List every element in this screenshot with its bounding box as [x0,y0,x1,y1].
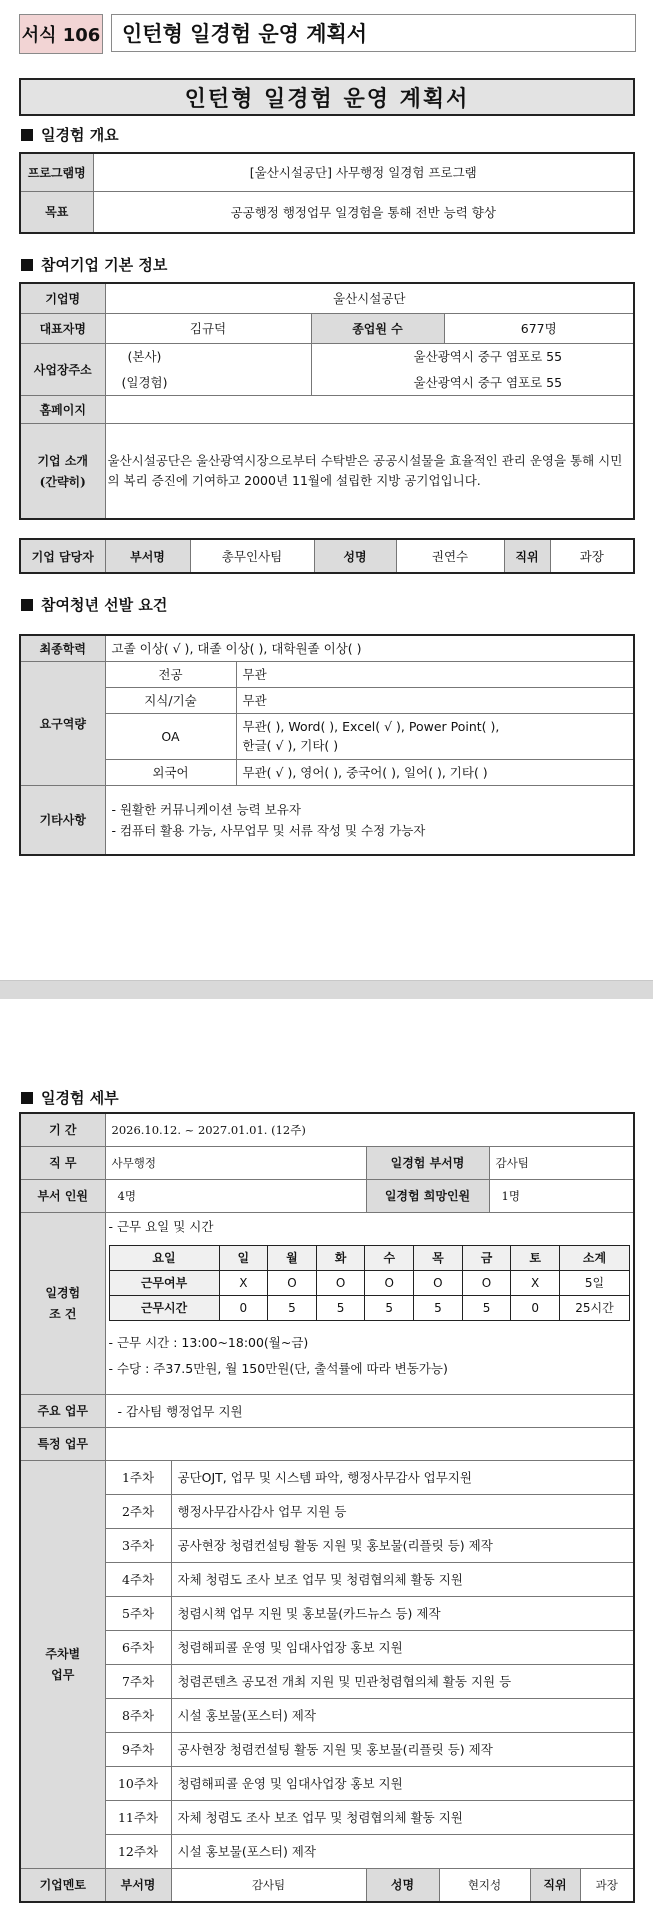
oa-value-line-2: 한글( √ ), 기타( ) [242,738,339,753]
language-label: 외국어 [105,759,236,785]
condition-time: - 근무 시간 : 13:00~18:00(월~금) [108,1334,309,1350]
staff-label: 부서 인원 [20,1179,105,1212]
schedule-header-cell: 월 [268,1245,317,1270]
section-title: 참여청년 선발 요건 [41,596,168,614]
etc-item: - 컴퓨터 활용 가능, 사무업무 및 서류 작성 및 수정 가능자 [111,822,426,838]
intro-label-line-2: (간략히) [39,474,86,489]
contact-position-label: 직위 [504,539,550,573]
week-task: 공사현장 청렴컨설팅 활동 지원 및 홍보물(리플릿 등) 제작 [171,1528,634,1562]
week-row [20,1732,634,1766]
weekly-label-line-1: 주차별 [45,1647,81,1661]
mentor-name-value: 현지성 [439,1868,530,1902]
mentor-label: 기업멘토 [20,1868,105,1902]
schedule-cell: O [414,1270,463,1295]
goal-value: 공공행정 행정업무 일경험을 통해 전반 능력 향상 [93,191,634,233]
mentor-position-value: 과장 [580,1868,634,1902]
schedule-row [109,1295,630,1320]
detail-table [19,1112,635,1903]
selection-table [19,634,635,856]
condition-label-line-1: 일경험 [45,1286,81,1300]
week-number: 6주차 [105,1630,171,1664]
square-bullet-icon [21,129,33,141]
week-number: 12주차 [105,1834,171,1868]
form-title: 인턴형 일경험 운영 계획서 [111,14,636,52]
schedule-cell: 0 [511,1295,560,1320]
address-hq-tag: (본사) [105,343,311,369]
section-heading-company [21,254,167,275]
etc-value [105,785,634,855]
week-task: 청렴시책 업무 지원 및 홍보물(카드뉴스 등) 제작 [171,1596,634,1630]
schedule-cell: O [316,1270,365,1295]
schedule-cell: 5일 [560,1270,630,1295]
week-task: 시설 홍보물(포스터) 제작 [171,1698,634,1732]
dept-label: 일경험 부서명 [366,1146,489,1179]
week-number: 4주차 [105,1562,171,1596]
schedule-cell: O [268,1270,317,1295]
week-task: 시설 홍보물(포스터) 제작 [171,1834,634,1868]
week-task: 청렴해피콜 운영 및 임대사업장 홍보 지원 [171,1766,634,1800]
company-name-label: 기업명 [20,283,105,313]
address-hq-value: 울산광역시 중구 염포로 55 [311,343,634,369]
period-value: 2026.10.12. ~ 2027.01.01. (12주) [105,1113,634,1146]
intro-label [20,423,105,519]
week-task: 청렴콘텐츠 공모전 개최 지원 및 민관청렴협의체 활동 지원 등 [171,1664,634,1698]
competency-label: 요구역량 [20,661,105,785]
goal-label: 목표 [20,191,93,233]
schedule-header-cell: 수 [365,1245,414,1270]
week-row [20,1766,634,1800]
week-number: 11주차 [105,1800,171,1834]
square-bullet-icon [21,599,33,611]
address-work-value: 울산광역시 중구 염포로 55 [311,369,634,395]
schedule-cell: O [462,1270,511,1295]
schedule-header-cell: 금 [462,1245,511,1270]
square-bullet-icon [21,259,33,271]
etc-label: 기타사항 [20,785,105,855]
page-break [0,980,653,1000]
week-task: 자체 청렴도 조사 보조 업무 및 청렴협의체 활동 지원 [171,1800,634,1834]
main-task-value: - 감사팀 행정업무 지원 [105,1394,634,1427]
want-label: 일경험 희망인원 [366,1179,489,1212]
contact-dept-label: 부서명 [105,539,190,573]
week-task: 자체 청렴도 조사 보조 업무 및 청렴협의체 활동 지원 [171,1562,634,1596]
contact-position-value: 과장 [550,539,634,573]
schedule-cell: 5 [365,1295,414,1320]
major-value: 무관 [236,661,634,687]
week-row [20,1562,634,1596]
company-name-value: 울산시설공단 [105,283,634,313]
homepage-label: 홈페이지 [20,395,105,423]
schedule-header-cell: 목 [414,1245,463,1270]
oa-label: OA [105,713,236,759]
condition-intro: - 근무 요일 및 시간 [108,1218,214,1234]
condition-value [105,1212,634,1394]
condition-pay: - 수당 : 주37.5만원, 월 150만원(단, 출석률에 따라 변동가능) [108,1360,448,1376]
week-number: 9주차 [105,1732,171,1766]
week-number: 8주차 [105,1698,171,1732]
schedule-header-cell: 소계 [560,1245,630,1270]
section-heading-overview [21,124,119,145]
section-title: 일경험 개요 [41,126,119,144]
week-task: 공단OJT, 업무 및 시스템 파악, 행정사무감사 업무지원 [171,1460,634,1494]
contact-name-label: 성명 [314,539,396,573]
schedule-cell: 5 [414,1295,463,1320]
week-task: 공사현장 청렴컨설팅 활동 지원 및 홍보물(리플릿 등) 제작 [171,1732,634,1766]
program-label: 프로그램명 [20,153,93,191]
section-title: 참여기업 기본 정보 [41,256,168,274]
schedule-cell: 0 [219,1295,268,1320]
square-bullet-icon [21,1092,33,1104]
mentor-position-label: 직위 [530,1868,580,1902]
weekly-label-line-2: 업무 [51,1668,75,1682]
education-label: 최종학력 [20,635,105,661]
schedule-header-cell: 일 [219,1245,268,1270]
program-value: [울산시설공단] 사무행정 일경험 프로그램 [93,153,634,191]
intro-value: 울산시설공단은 울산광역시장으로부터 수탁받은 공공시설물을 효율적인 관리 운영을 통해 시민의 복리 증진에 기여하고 2000년 11월에 설립한 지방 공기업입니다. [105,423,634,519]
schedule-cell: 25시간 [560,1295,630,1320]
schedule-header-cell: 화 [316,1245,365,1270]
schedule-cell: X [219,1270,268,1295]
schedule-cell: 5 [316,1295,365,1320]
week-number: 1주차 [105,1460,171,1494]
schedule-header-row [109,1245,630,1270]
schedule-cell: X [511,1270,560,1295]
oa-value-line-1: 무관( ), Word( ), Excel( √ ), Power Point( ), [242,719,500,734]
schedule-table [109,1245,631,1321]
skill-value: 무관 [236,687,634,713]
schedule-header-cell: 토 [511,1245,560,1270]
ceo-value: 김규덕 [105,313,311,343]
weekly-label [20,1460,105,1868]
schedule-cell: O [365,1270,414,1295]
address-label: 사업장주소 [20,343,105,395]
duty-value: 사무행정 [105,1146,366,1179]
section-title: 일경험 세부 [41,1089,119,1107]
main-task-label: 주요 업무 [20,1394,105,1427]
document-title: 인턴형 일경험 운영 계획서 [19,78,635,116]
week-row [20,1460,634,1494]
week-row [20,1494,634,1528]
week-row [20,1664,634,1698]
week-row [20,1630,634,1664]
contact-dept-value: 총무인사팀 [190,539,314,573]
mentor-dept-label: 부서명 [105,1868,171,1902]
special-task-label: 특정 업무 [20,1427,105,1460]
company-table [19,282,635,520]
address-work-tag: (일경험) [105,369,311,395]
period-label: 기 간 [20,1113,105,1146]
schedule-cell: 근무시간 [109,1295,219,1320]
week-number: 10주차 [105,1766,171,1800]
week-task: 청렴해피콜 운영 및 임대사업장 홍보 지원 [171,1630,634,1664]
condition-label-line-2: 조 건 [49,1307,77,1321]
intro-label-line-1: 기업 소개 [37,453,89,468]
dept-value: 감사팀 [489,1146,634,1179]
overview-table [19,152,635,234]
week-row [20,1800,634,1834]
week-number: 3주차 [105,1528,171,1562]
page-2 [0,999,653,1924]
week-task: 행정사무감사감사 업무 지원 등 [171,1494,634,1528]
week-number: 7주차 [105,1664,171,1698]
section-heading-detail [21,1087,119,1108]
schedule-cell: 5 [462,1295,511,1320]
schedule-header-cell: 요일 [109,1245,219,1270]
duty-label: 직 무 [20,1146,105,1179]
employees-label: 종업원 수 [311,313,444,343]
etc-item: - 원활한 커뮤니케이션 능력 보유자 [111,801,301,817]
schedule-cell: 5 [268,1295,317,1320]
special-task-value [105,1427,634,1460]
homepage-value [105,395,634,423]
education-value: 고졸 이상( √ ), 대졸 이상( ), 대학원졸 이상( ) [105,635,634,661]
contact-table [19,538,635,574]
language-value: 무관( √ ), 영어( ), 중국어( ), 일어( ), 기타( ) [236,759,634,785]
major-label: 전공 [105,661,236,687]
week-number: 2주차 [105,1494,171,1528]
contact-name-value: 권연수 [396,539,504,573]
week-row [20,1596,634,1630]
week-row [20,1528,634,1562]
week-row [20,1698,634,1732]
week-number: 5주차 [105,1596,171,1630]
mentor-dept-value: 감사팀 [171,1868,366,1902]
want-value: 1명 [489,1179,634,1212]
oa-value [236,713,634,759]
section-heading-selection [21,594,167,615]
employees-value: 677명 [444,313,634,343]
contact-label: 기업 담당자 [20,539,105,573]
skill-label: 지식/기술 [105,687,236,713]
ceo-label: 대표자명 [20,313,105,343]
mentor-name-label: 성명 [366,1868,439,1902]
staff-value: 4명 [105,1179,366,1212]
schedule-row [109,1270,630,1295]
condition-label [20,1212,105,1394]
week-row [20,1834,634,1868]
schedule-cell: 근무여부 [109,1270,219,1295]
form-number-badge: 서식 106 [19,14,103,54]
